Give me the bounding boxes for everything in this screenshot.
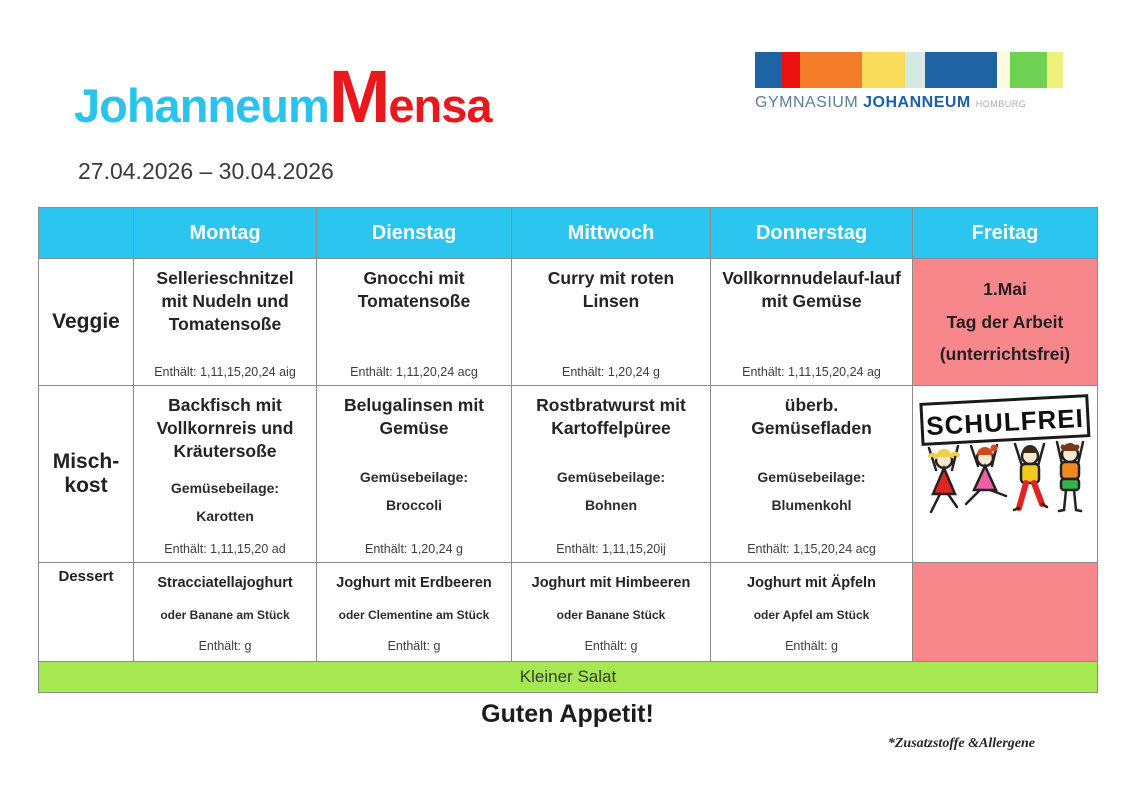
mensa-logo: [74, 55, 492, 138]
meal-veggie-montag: [134, 259, 317, 386]
allergen-info: Enthält: 1,11,15,20,24 ag: [742, 365, 881, 379]
dessert-title: Joghurt mit Himbeeren: [531, 575, 691, 591]
header-montag: Montag: [134, 208, 317, 259]
side-dish-value: Bohnen: [584, 496, 638, 513]
side-dish-label: Gemüsebeilage:: [359, 468, 469, 485]
header-dienstag: Dienstag: [317, 208, 512, 259]
side-dish-block: [519, 463, 703, 519]
allergen-info: Enthält: 1,11,20,24 acg: [350, 365, 478, 379]
school-name-gymnasium: GYMNASIUM: [755, 94, 859, 111]
meal-title: überb. Gemüsefladen: [751, 395, 872, 438]
mensa-logo-m: M: [328, 55, 389, 138]
allergen-info: Enthält: 1,20,24 g: [562, 365, 660, 379]
allergen-footnote: *Zusatzstoffe &Allergene: [887, 736, 1035, 751]
row-label-dessert: Dessert: [39, 563, 134, 662]
meal-dessert-montag: [134, 563, 317, 662]
row-label-veggie: Veggie: [39, 259, 134, 386]
holiday-line: 1.Mai: [983, 279, 1027, 300]
meal-dessert-mittwoch: [512, 563, 711, 662]
dessert-alternative: oder Clementine am Stück: [338, 608, 490, 622]
schulfrei-banner: [921, 396, 1089, 445]
school-name-johanneum: JOHANNEUM: [863, 94, 971, 111]
menu-table: [38, 207, 1098, 693]
side-dish-value: Broccoli: [385, 496, 442, 513]
holiday-cell-freitag: [913, 259, 1098, 386]
dessert-title: Joghurt mit Äpfeln: [747, 575, 876, 591]
meal-misch-montag: [134, 386, 317, 563]
dessert-title: Joghurt mit Erdbeeren: [336, 575, 492, 591]
side-dish-value: Karotten: [196, 508, 254, 525]
meal-title: Rostbratwurst mit Kartoffelpüree: [536, 395, 686, 438]
school-name-homburg: HOMBURG: [975, 99, 1027, 109]
meal-misch-mittwoch: [512, 386, 711, 563]
row-label-mischkost: Misch-kost: [39, 386, 134, 563]
side-dish-block: [324, 463, 504, 519]
header-corner-cell: [39, 208, 134, 259]
schulfrei-cartoon: [916, 390, 1094, 558]
side-dish-block: [718, 463, 905, 519]
side-dish-label: Gemüsebeilage:: [170, 480, 280, 497]
mensa-logo-johanneum: Johanneum: [74, 79, 329, 132]
school-logo: [755, 52, 1067, 112]
allergen-info: Enthält: 1,11,15,20ij: [556, 542, 666, 556]
meal-veggie-dienstag: [317, 259, 512, 386]
greeting-text: Guten Appetit!: [481, 700, 654, 728]
meal-dessert-donnerstag: [711, 563, 913, 662]
header-mittwoch: Mittwoch: [512, 208, 711, 259]
allergen-info: Enthält: g: [198, 639, 252, 653]
meal-veggie-donnerstag: [711, 259, 913, 386]
holiday-line: (unterrichtsfrei): [939, 344, 1071, 365]
holiday-empty-cell-freitag: [913, 563, 1098, 662]
allergen-info: Enthält: g: [387, 639, 441, 653]
mensa-logo-ensa: ensa: [388, 79, 492, 132]
school-logo-colorbar: [755, 52, 1067, 88]
meal-misch-donnerstag: [711, 386, 913, 563]
header-freitag: Freitag: [913, 208, 1098, 259]
dessert-alternative: oder Banane Stück: [556, 608, 666, 622]
side-dish-block: [141, 474, 309, 530]
children-figures: [929, 442, 1083, 512]
meal-veggie-mittwoch: [512, 259, 711, 386]
side-dish-value: Blumenkohl: [771, 496, 852, 513]
date-range: 27.04.2026 – 30.04.2026: [78, 158, 334, 184]
allergen-info: Enthält: g: [584, 639, 638, 653]
dessert-alternative: oder Apfel am Stück: [753, 608, 870, 622]
allergen-info: Enthält: g: [785, 639, 838, 653]
meal-title: Sellerieschnitzel mit Nudeln und Tomatensoße: [156, 268, 294, 334]
schulfrei-cell-freitag: [913, 386, 1098, 563]
meal-misch-dienstag: [317, 386, 512, 563]
meal-dessert-dienstag: [317, 563, 512, 662]
meal-title: Belugalinsen mit Gemüse: [343, 395, 485, 438]
dessert-title: Stracciatellajoghurt: [157, 575, 293, 591]
school-name: [755, 94, 1067, 112]
salad-row: Kleiner Salat: [39, 662, 1098, 693]
allergen-info: Enthält: 1,20,24 g: [365, 542, 463, 556]
allergen-info: Enthält: 1,11,15,20 ad: [164, 542, 286, 556]
header-donnerstag: Donnerstag: [711, 208, 913, 259]
meal-title: Gnocchi mit Tomatensoße: [357, 268, 471, 311]
dessert-alternative: oder Banane am Stück: [160, 608, 290, 622]
side-dish-label: Gemüsebeilage:: [757, 468, 866, 485]
meal-title: Backfisch mit Vollkornreis und Kräutersoße: [156, 395, 294, 461]
side-dish-label: Gemüsebeilage:: [556, 468, 666, 485]
allergen-info: Enthält: 1,15,20,24 acg: [747, 542, 876, 556]
allergen-info: Enthält: 1,11,15,20,24 aig: [154, 365, 296, 379]
meal-title: Vollkornnudelauf-lauf mit Gemüse: [722, 268, 901, 311]
holiday-line: Tag der Arbeit: [946, 311, 1064, 332]
schulfrei-banner-text: SCHULFREI: [925, 402, 1085, 442]
meal-title: Curry mit roten Linsen: [547, 268, 675, 311]
